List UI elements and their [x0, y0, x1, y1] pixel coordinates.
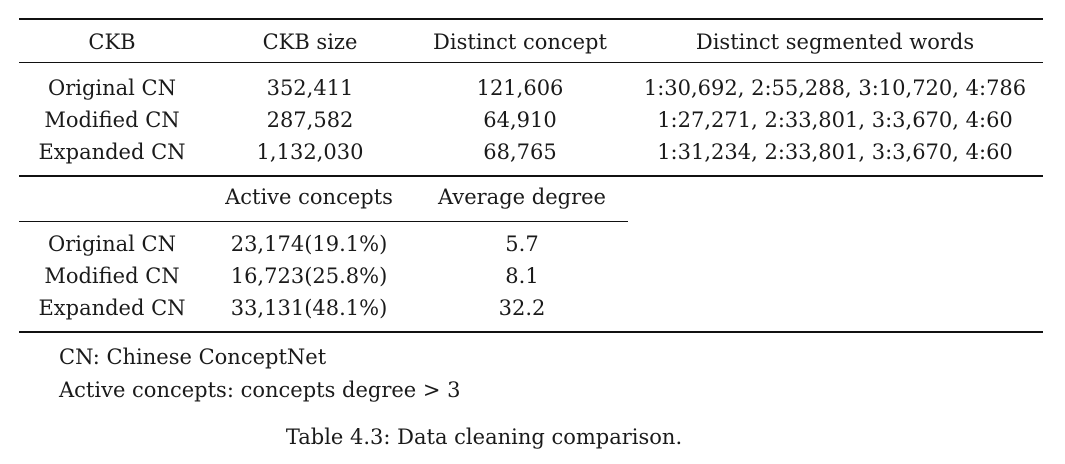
- table-row-modified-active: 16,723(25.8%): [230, 264, 388, 288]
- header-average-degree: Average degree: [438, 185, 606, 209]
- top-rule: [19, 18, 1043, 20]
- header-ckb: CKB: [88, 30, 136, 54]
- table-row-modified-concept: 64,910: [483, 108, 557, 132]
- table-row-expanded-degree: 32.2: [498, 296, 546, 320]
- header-active-concepts: Active concepts: [225, 185, 393, 209]
- bottom-rule: [19, 331, 1043, 333]
- table-row-modified-size: 287,582: [266, 108, 354, 132]
- table-row-original-words: 1:30,692, 2:55,288, 3:10,720, 4:786: [643, 76, 1027, 100]
- table-row-modified-ckb: Modified CN: [44, 108, 180, 132]
- middle-rule: [19, 175, 1043, 177]
- table-row-expanded-ckb: Expanded CN: [38, 140, 186, 164]
- table-row-original-degree: 5.7: [505, 232, 539, 256]
- subheader-rule: [19, 221, 628, 222]
- table-row-original-size: 352,411: [266, 76, 354, 100]
- header-distinct-segmented-words: Distinct segmented words: [695, 30, 975, 54]
- table-row-original-ckb: Original CN: [47, 76, 177, 100]
- table-caption: Table 4.3: Data cleaning comparison.: [285, 425, 683, 449]
- table-row-expanded-concept: 68,765: [483, 140, 557, 164]
- table-row-expanded-words: 1:31,234, 2:33,801, 3:3,670, 4:60: [657, 140, 1013, 164]
- table-row-expanded-size: 1,132,030: [256, 140, 364, 164]
- table-row-original-active: 23,174(19.1%): [230, 232, 388, 256]
- table-row-modified-words: 1:27,271, 2:33,801, 3:3,670, 4:60: [657, 108, 1013, 132]
- table-row-modified-degree: 8.1: [505, 264, 539, 288]
- table-row-expanded-label: Expanded CN: [38, 296, 186, 320]
- header-distinct-concept: Distinct concept: [433, 30, 607, 54]
- table-row-expanded-active: 33,131(48.1%): [230, 296, 388, 320]
- header-ckb-size: CKB size: [262, 30, 358, 54]
- table-row-original-concept: 121,606: [476, 76, 564, 100]
- note-active-concepts: Active concepts: concepts degree > 3: [59, 378, 461, 402]
- header-rule: [19, 62, 1043, 63]
- table-row-modified-label: Modified CN: [44, 264, 180, 288]
- note-cn-abbreviation: CN: Chinese ConceptNet: [59, 345, 327, 369]
- table-row-original-label: Original CN: [47, 232, 177, 256]
